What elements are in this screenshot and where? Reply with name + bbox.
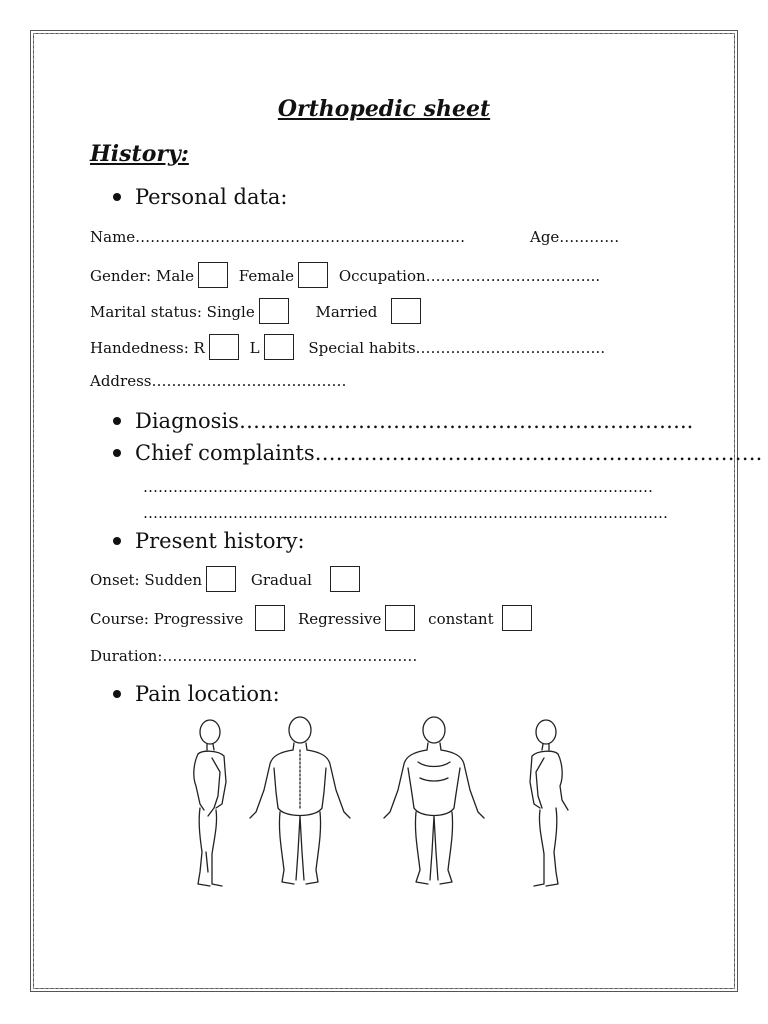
course-label: Course: Progressive: [90, 610, 244, 628]
regressive-label: Regressive: [298, 610, 382, 628]
special-habits-field[interactable]: Special habits………………………………..: [308, 339, 606, 357]
constant-label: constant: [428, 610, 494, 628]
age-row: [530, 228, 619, 246]
section-history-heading: History:: [90, 141, 189, 167]
gradual-checkbox[interactable]: [330, 566, 360, 592]
duration-field[interactable]: Duration:……………………………………………: [90, 647, 418, 665]
female-label: Female: [238, 267, 295, 285]
onset-label: Onset: Sudden: [90, 571, 203, 589]
gender-label: Gender: Male: [90, 267, 194, 285]
onset-row: [90, 568, 366, 594]
bullet-label: Pain location:: [135, 682, 280, 706]
marital-label: Marital status: Single: [90, 303, 255, 321]
married-label: Married: [315, 303, 378, 321]
progressive-checkbox[interactable]: [255, 605, 285, 631]
name-row: [90, 228, 465, 246]
sudden-checkbox[interactable]: [206, 566, 236, 592]
address-row: [90, 372, 346, 390]
bullet-present-history: [113, 529, 305, 553]
bullet-chief-complaints: [113, 441, 762, 465]
body-side-view-right-icon: [194, 720, 226, 886]
gender-row: [90, 264, 600, 290]
left-hand-checkbox[interactable]: [264, 334, 294, 360]
duration-row: [90, 647, 417, 665]
male-checkbox[interactable]: [198, 262, 228, 288]
female-checkbox[interactable]: [298, 262, 328, 288]
age-field[interactable]: Age…………: [530, 228, 620, 246]
chief-complaints-field[interactable]: Chief complaints……………………………………………………….: [135, 441, 763, 465]
bullet-pain-location: [113, 682, 280, 706]
diagnosis-field[interactable]: Diagnosis………………………………………………………..: [135, 409, 694, 433]
gradual-label: Gradual: [250, 571, 312, 589]
left-hand-label: L: [249, 339, 260, 357]
married-checkbox[interactable]: [391, 298, 421, 324]
bullet-dot-icon: [113, 193, 121, 201]
course-row: [90, 607, 538, 633]
bullet-dot-icon: [113, 449, 121, 457]
handedness-label: Handedness: R: [90, 339, 205, 357]
bullet-personal-data: [113, 185, 288, 209]
bullet-dot-icon: [113, 690, 121, 698]
body-front-view-icon: [384, 717, 484, 884]
complaint-line-1[interactable]: …………………………………………………………………………………………: [143, 478, 653, 496]
occupation-field[interactable]: Occupation……………………………..: [338, 267, 601, 285]
bullet-label: Present history:: [135, 529, 305, 553]
single-checkbox[interactable]: [259, 298, 289, 324]
body-chart-four-views-icon[interactable]: [150, 712, 610, 892]
name-field[interactable]: Name…………………………………………………………: [90, 228, 466, 246]
body-side-view-left-icon: [530, 720, 568, 886]
bullet-diagnosis: [113, 409, 693, 433]
address-field[interactable]: Address…………………………………: [90, 372, 347, 390]
constant-checkbox[interactable]: [502, 605, 532, 631]
marital-row: [90, 300, 427, 326]
handedness-row: [90, 336, 605, 362]
right-hand-checkbox[interactable]: [209, 334, 239, 360]
complaint-line-2[interactable]: ……………………………………………………………………………………………: [143, 504, 668, 522]
document-title: Orthopedic sheet: [277, 96, 491, 122]
regressive-checkbox[interactable]: [385, 605, 415, 631]
body-back-view-icon: [250, 717, 350, 884]
bullet-dot-icon: [113, 537, 121, 545]
bullet-label: Personal data:: [135, 185, 288, 209]
bullet-dot-icon: [113, 417, 121, 425]
